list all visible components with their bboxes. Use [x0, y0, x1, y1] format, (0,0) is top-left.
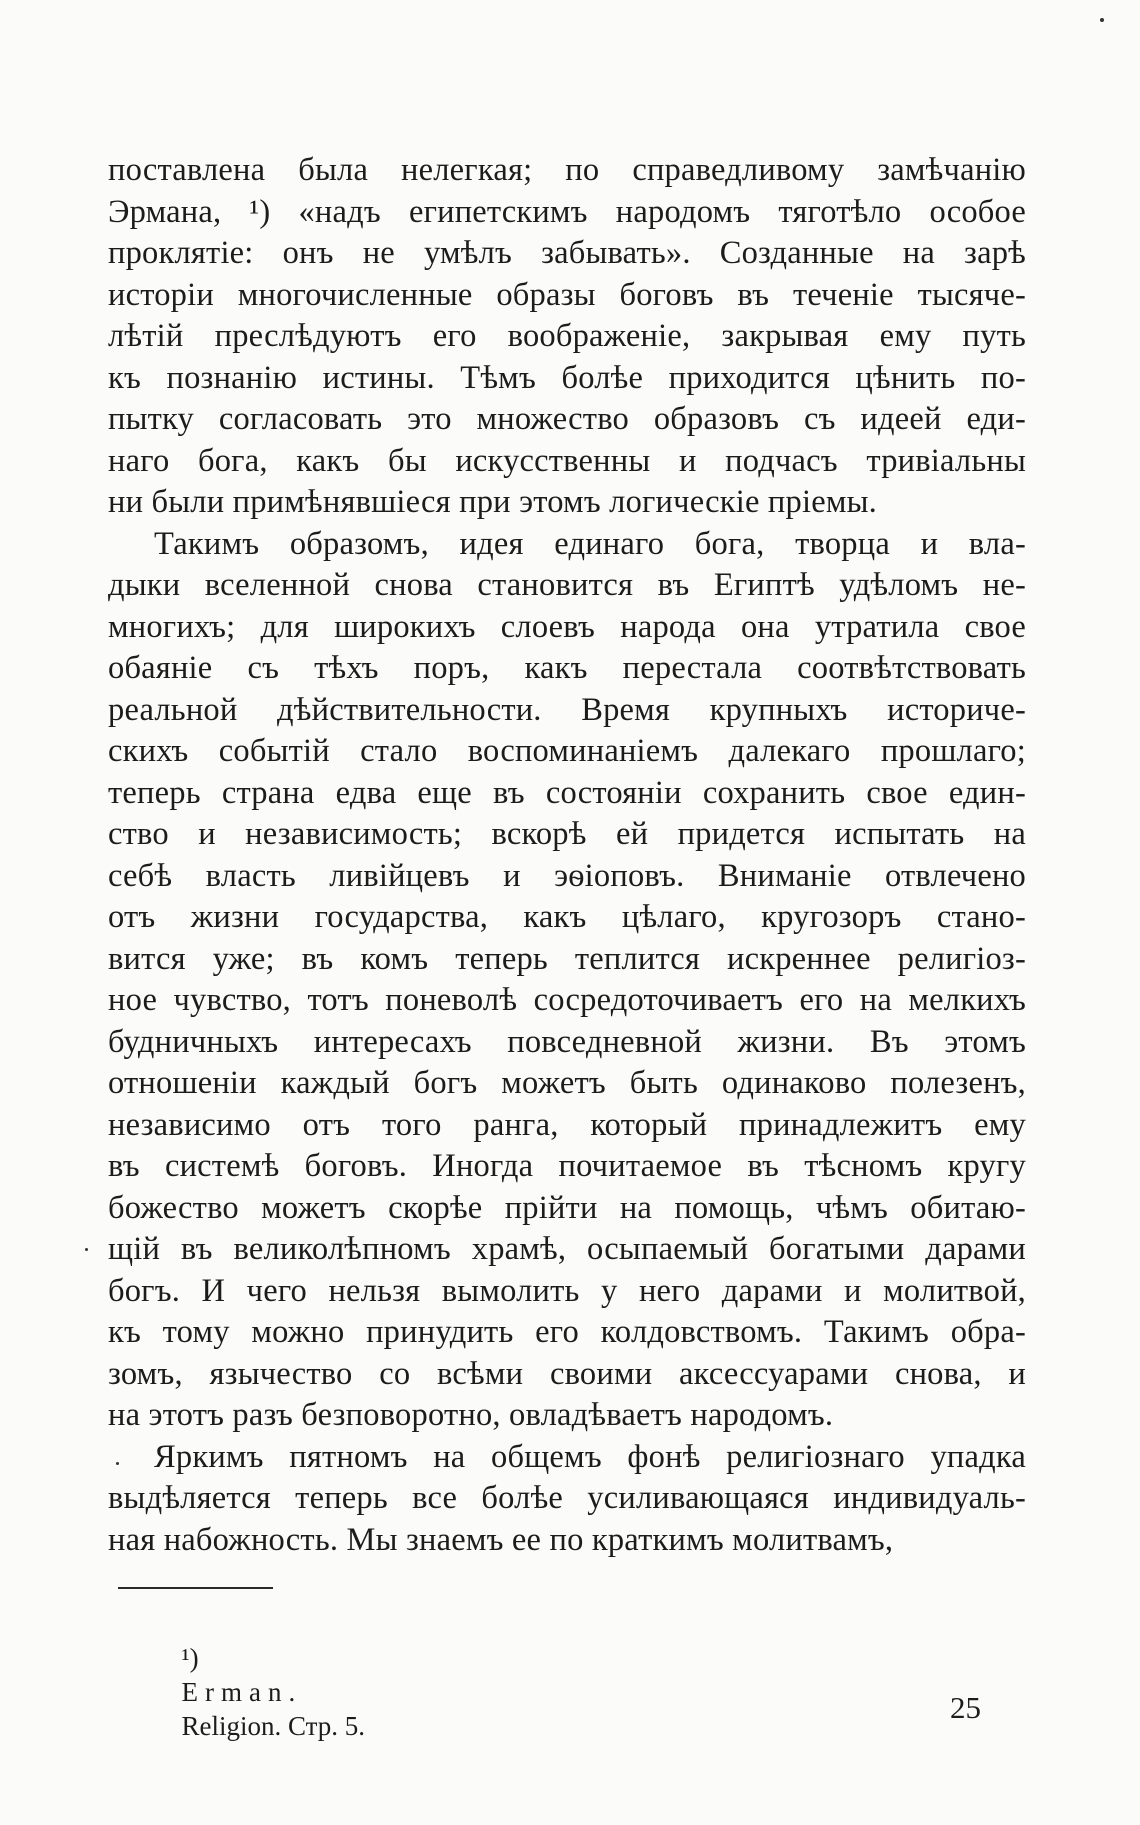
text-line: божество можетъ скорѣе прійти на помощь, чѣмъ обитаю- [108, 1189, 1026, 1226]
text-line: отношеніи каждый богъ можетъ быть одинаково полезенъ, [108, 1065, 1026, 1101]
text-line: зомъ, язычество со всѣми своими аксессуарами снова, и [108, 1355, 1026, 1392]
footnote-separator [118, 1587, 273, 1589]
text-line: себѣ власть ливійцевъ и эѳіоповъ. Вниманіе отвлечено [108, 857, 1026, 894]
paragraph [108, 1437, 1026, 1562]
text-line: выдѣляется теперь все болѣе усиливающаяся индивидуаль- [108, 1480, 1026, 1516]
text-line: будничныхъ интересахъ повседневной жизни. Въ этомъ [108, 1023, 1026, 1060]
text-line: поставлена была нелегкая; по справедливому замѣчанію [108, 152, 1026, 188]
paper-speck [116, 1462, 119, 1465]
text-line: проклятіе: онъ не умѣлъ забывать». Созданные на зарѣ [108, 235, 1026, 271]
paragraph [108, 524, 1026, 1437]
text-line: ная набожность. Мы знаемъ ее по краткимъ молитвамъ, [108, 1521, 894, 1558]
text-line: пытку согласовать это множество образовъ съ идеей еди- [108, 401, 1026, 437]
text-line: въ системѣ боговъ. Иногда почитаемое въ тѣсномъ кругу [108, 1148, 1026, 1184]
footnote [168, 1607, 365, 1743]
text-line: отъ жизни государства, какъ цѣлаго, кругозоръ стано- [108, 899, 1026, 935]
text-line: къ тому можно принудить его колдовствомъ. Такимъ обра- [108, 1314, 1026, 1350]
text-line: богъ. И чего нельзя вымолить у него дарами и молитвой, [108, 1272, 1026, 1309]
paper-speck [1100, 18, 1104, 22]
text-line: наго бога, какъ бы искусственны и подчасъ тривіальны [108, 442, 1026, 479]
footnote-marker: ¹) [181, 1643, 199, 1673]
text-line: ство и независимость; вскорѣ ей придется испытать на [108, 816, 1026, 852]
page-number: 25 [950, 1690, 981, 1725]
text-line: Яркимъ пятномъ на общемъ фонѣ религіознаго упадка [154, 1438, 1026, 1475]
text-line: Такимъ образомъ, идея единаго бога, творца и вла- [154, 525, 1026, 562]
body-text [108, 150, 1026, 1561]
text-line: многихъ; для широкихъ слоевъ народа она утратила свое [108, 608, 1026, 645]
footnote-reference: Religion. Стр. 5. [181, 1711, 366, 1741]
text-line: теперь страна едва еще въ состояніи сохранить свое един- [108, 774, 1026, 811]
text-line: скихъ событій стало воспоминаніемъ далекаго прошлаго; [108, 733, 1026, 769]
text-line: независимо отъ того ранга, который принадлежитъ ему [108, 1106, 1026, 1143]
text-line: лѣтій преслѣдуютъ его воображеніе, закрывая ему путь [108, 318, 1026, 354]
text-line: исторіи многочисленные образы боговъ въ теченіе тысяче- [108, 276, 1026, 313]
text-line: вится уже; въ комъ теперь теплится искреннее религіоз- [108, 940, 1026, 977]
text-line: ни были примѣнявшіеся при этомъ логическіе пріемы. [108, 484, 877, 520]
text-line: дыки вселенной снова становится въ Египтѣ удѣломъ не- [108, 567, 1026, 603]
text-line: Эрмана, ¹) «надъ египетскимъ народомъ тяготѣло особое [108, 193, 1026, 230]
text-line: ное чувство, тотъ поневолѣ сосредоточиваетъ его на мелкихъ [108, 982, 1026, 1018]
text-line: щій въ великолѣпномъ храмѣ, осыпаемый богатыми дарами [108, 1231, 1026, 1267]
footnote-author: Erman. [181, 1677, 303, 1707]
text-line: реальной дѣйствительности. Время крупныхъ историче- [108, 691, 1026, 728]
paper-speck [85, 1248, 88, 1251]
text-line: обаяніе съ тѣхъ поръ, какъ перестала соотвѣтствовать [108, 650, 1026, 686]
text-line: къ познанію истины. Тѣмъ болѣе приходится цѣнить по- [108, 359, 1026, 396]
paragraph [108, 150, 1026, 524]
text-line: на этотъ разъ безповоротно, овладѣваетъ народомъ. [108, 1397, 834, 1433]
